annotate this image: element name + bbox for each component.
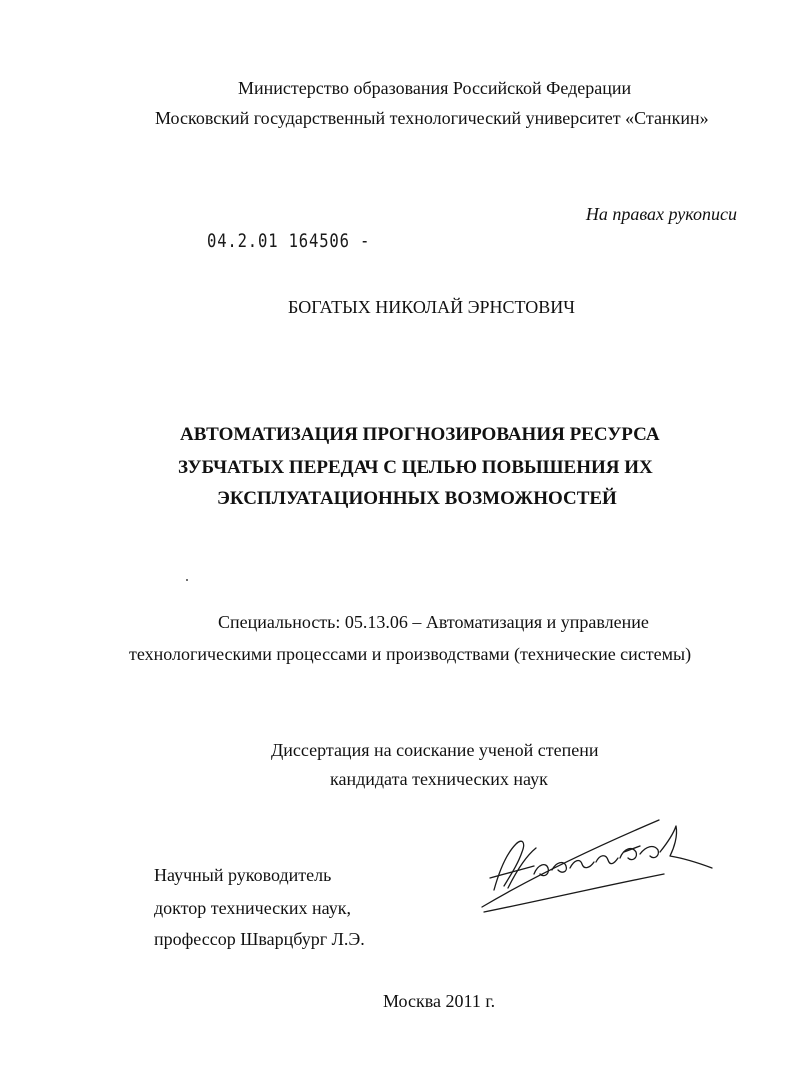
specialty-line-2: технологическими процессами и производствами (технические системы) [129,644,692,664]
signature-icon [464,812,726,920]
thesis-title-line-2: ЗУБЧАТЫХ ПЕРЕДАЧ С ЦЕЛЬЮ ПОВЫШЕНИЯ ИХ [178,457,653,478]
author-name: БОГАТЫХ НИКОЛАЙ ЭРНСТОВИЧ [288,297,575,317]
supervisor-line-2: доктор технических наук, [154,898,351,918]
supervisor-line-1: Научный руководитель [154,865,332,885]
thesis-title-line-1: АВТОМАТИЗАЦИЯ ПРОГНОЗИРОВАНИЯ РЕСУРСА [180,424,660,445]
registration-stamp: 04.2.01 164506 - [207,230,371,252]
thesis-title-line-3: ЭКСПЛУАТАЦИОННЫХ ВОЗМОЖНОСТЕЙ [217,488,617,509]
supervisor-line-3: профессор Шварцбург Л.Э. [154,929,365,949]
city-year: Москва 2011 г. [383,991,496,1011]
ministry-line: Министерство образования Российской Федерации [238,78,632,98]
dissertation-line-2: кандидата технических наук [330,769,548,789]
stray-dot [186,579,188,581]
dissertation-line-1: Диссертация на соискание ученой степени [271,740,599,760]
rights-note: На правах рукописи [585,204,737,224]
university-line: Московский государственный технологический университет «Станкин» [155,108,709,128]
specialty-line-1: Специальность: 05.13.06 – Автоматизация и управление [218,612,649,632]
